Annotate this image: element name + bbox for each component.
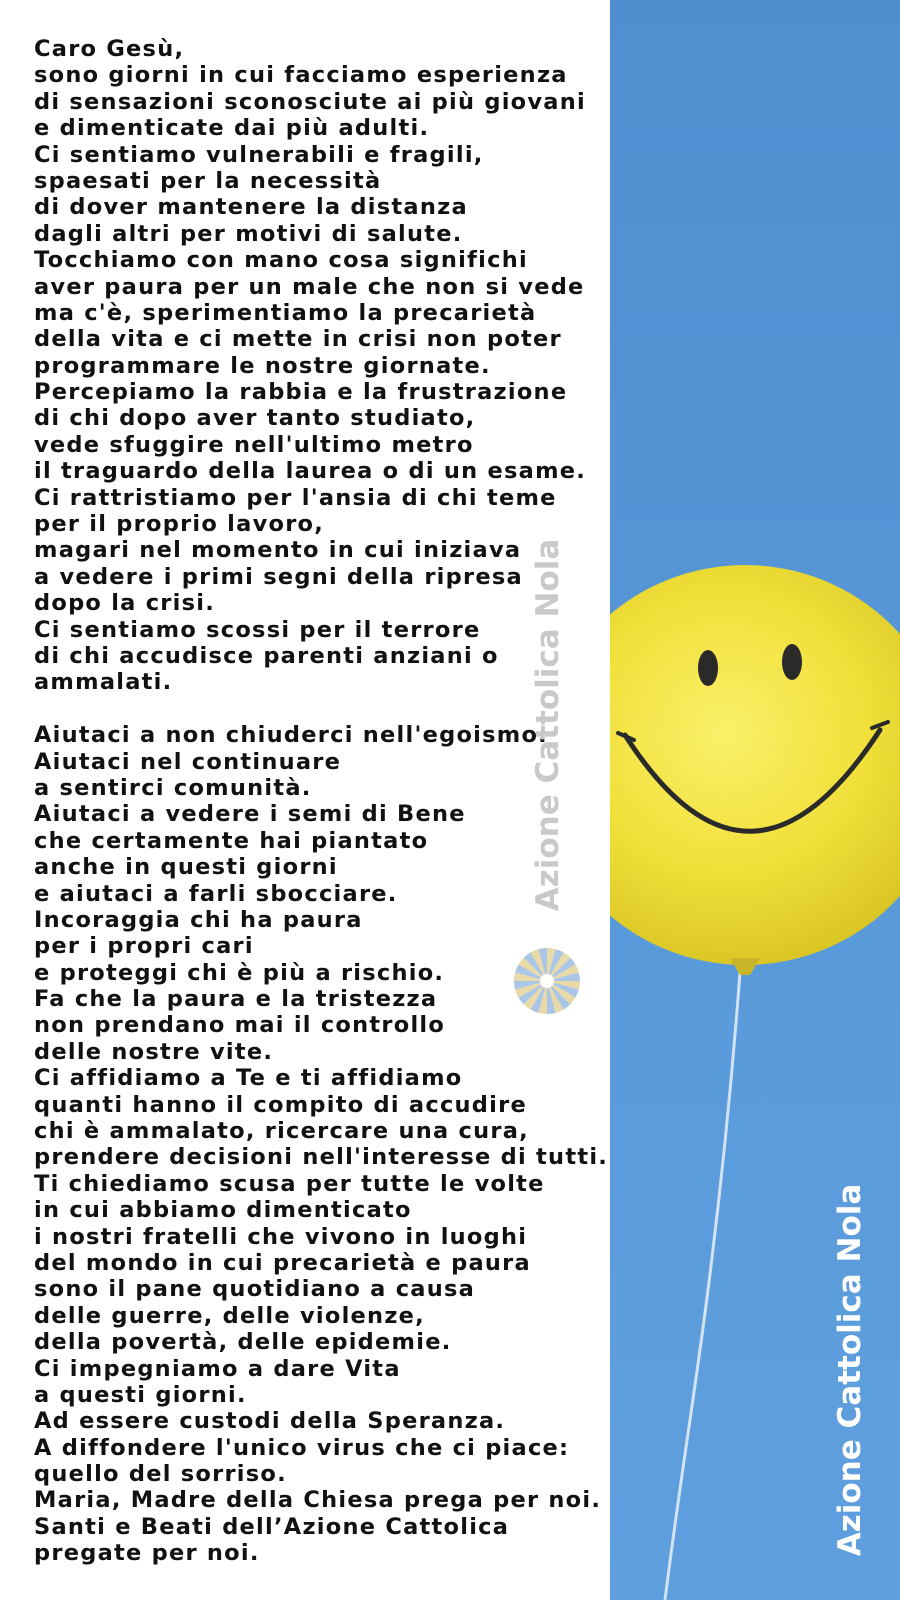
prayer-line: Ti chiediamo scusa per tutte le volte [34,1170,545,1197]
prayer-line: Maria, Madre della Chiesa prega per noi. [34,1487,602,1514]
prayer-line: quanti hanno il compito di accudire [34,1091,527,1118]
prayer-line: prendere decisioni nell'interesse di tutti. [34,1144,609,1171]
prayer-line: che certamente hai piantato [34,827,429,854]
right-eye [782,644,802,680]
prayer-line: di dover mantenere la distanza [34,194,468,221]
prayer-line: Ci sentiamo scossi per il terrore [34,616,481,643]
prayer-line: ammalati. [34,669,173,696]
left-eye [698,650,718,686]
prayer-line: della povertà, delle epidemie. [34,1329,452,1356]
prayer-line: di chi accudisce parenti anziani o [34,642,499,669]
prayer-line: i nostri fratelli che vivono in luoghi [34,1223,528,1250]
prayer-line: di sensazioni sconosciute ai più giovani [34,88,586,115]
prayer-line: sono giorni in cui facciamo esperienza [34,62,568,89]
prayer-line: in cui abbiamo dimenticato [34,1197,412,1224]
prayer-line: ma c'è, sperimentiamo la precarietà [34,299,537,326]
prayer-line: non prendano mai il controllo [34,1012,446,1039]
prayer-line: magari nel momento in cui iniziava [34,537,522,564]
prayer-line: di chi dopo aver tanto studiato, [34,405,476,432]
prayer-line: dopo la crisi. [34,590,215,617]
prayer-line: Ci affidiamo a Te e ti affidiamo [34,1065,463,1092]
prayer-line: e proteggi chi è più a rischio. [34,959,445,986]
prayer-line: il traguardo della laurea o di un esame. [34,458,587,485]
prayer-line: a vedere i primi segni della ripresa [34,563,523,590]
prayer-line: delle nostre vite. [34,1038,274,1065]
logo-center [540,974,554,988]
watermark-text: Azione Cattolica Nola [530,538,566,912]
prayer-line: e dimenticate dai più adulti. [34,115,430,142]
prayer-line: A diffondere l'unico virus che ci piace: [34,1434,570,1461]
photo-caption: Azione Cattolica Nola [832,1183,868,1557]
prayer-line: quello del sorriso. [34,1461,287,1488]
prayer-line: sono il pane quotidiano a causa [34,1276,476,1303]
prayer-text [34,36,609,1567]
prayer-line: per il proprio lavoro, [34,511,325,538]
prayer-line: vede sfuggire nell'ultimo metro [34,431,474,458]
prayer-line: Aiutaci a vedere i semi di Bene [34,801,466,828]
prayer-line: anche in questi giorni [34,854,338,881]
prayer-line: Santi e Beati dell’Azione Cattolica [34,1513,510,1540]
prayer-line: Aiutaci nel continuare [34,748,342,775]
prayer-line: Fa che la paura e la tristezza [34,986,438,1013]
stanza-break [34,696,594,722]
prayer-line: Tocchiamo con mano cosa significhi [34,247,528,274]
prayer-line: Aiutaci a non chiuderci nell'egoismo. [34,722,548,749]
prayer-line: a questi giorni. [34,1381,247,1408]
prayer-line: a sentirci comunità. [34,774,312,801]
balloon-knot [730,958,760,975]
prayer-line: spaesati per la necessità [34,167,382,194]
prayer-line: Ci impegniamo a dare Vita [34,1355,401,1382]
prayer-line: pregate per noi. [34,1540,260,1567]
prayer-line: del mondo in cui precarietà e paura [34,1249,531,1276]
prayer-line: Ci sentiamo vulnerabili e fragili, [34,141,484,168]
prayer-line: Percepiamo la rabbia e la frustrazione [34,379,568,406]
prayer-line: delle guerre, delle violenze, [34,1302,425,1329]
prayer-line: e aiutaci a farli sbocciare. [34,880,398,907]
sunburst-logo-icon [513,947,581,1015]
balloon-string [665,972,740,1600]
prayer-line: programmare le nostre giornate. [34,352,491,379]
prayer-line: per i propri cari [34,933,254,960]
prayer-line: della vita e ci mette in crisi non poter [34,326,562,353]
prayer-line: Ci rattristiamo per l'ansia di chi teme [34,484,557,511]
prayer-line: dagli altri per motivi di salute. [34,220,463,247]
prayer-line: Incoraggia chi ha paura [34,906,363,933]
prayer-line: chi è ammalato, ricercare una cura, [34,1118,529,1145]
prayer-line: Ad essere custodi della Speranza. [34,1408,506,1435]
prayer-line: Caro Gesù, [34,36,185,62]
prayer-line: aver paura per un male che non si vede [34,273,585,300]
